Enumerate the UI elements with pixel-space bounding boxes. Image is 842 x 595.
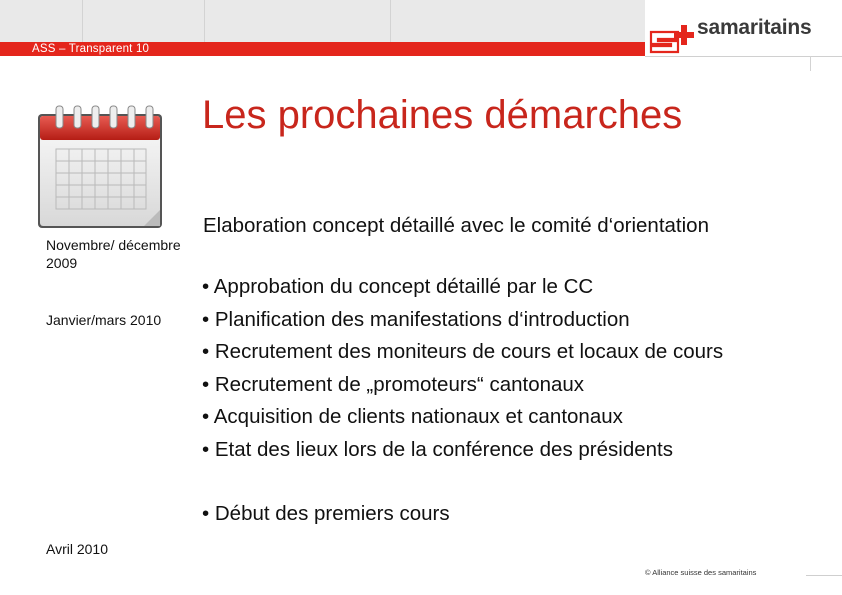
bullet-list xyxy=(202,271,723,467)
date-label: Janvier/mars 2010 xyxy=(46,312,162,328)
timeline-item: • Début des premiers cours xyxy=(202,502,450,525)
list-item: • Approbation du concept détaillé par le CC xyxy=(202,275,594,298)
footer-rule xyxy=(806,575,842,576)
list-item: • Planification des manifestations d‘introduction xyxy=(202,307,630,331)
slide-title: Les prochaines démarches xyxy=(202,93,683,137)
copyright-text: © Alliance suisse des samaritains xyxy=(645,568,757,577)
header-tick xyxy=(810,56,811,71)
date-label: Avril 2010 xyxy=(46,541,109,557)
slide-label: ASS – Transparent 10 xyxy=(32,43,150,55)
list-item: • Etat des lieux lors de la conférence des présidents xyxy=(202,437,673,461)
calendar-icon xyxy=(36,104,166,230)
list-item: • Acquisition de clients nationaux et cantonaux xyxy=(202,405,623,429)
timeline-item: Elaboration concept détaillé avec le comité d‘orientation xyxy=(203,214,709,237)
list-item: • Recrutement des moniteurs de cours et locaux de cours xyxy=(202,340,724,364)
date-label: Novembre/ décembre 2009 xyxy=(46,237,181,271)
list-item: • Recrutement de „promoteurs“ cantonaux xyxy=(202,372,585,396)
header-rule xyxy=(645,56,842,57)
logo-text: samaritains xyxy=(697,16,812,39)
